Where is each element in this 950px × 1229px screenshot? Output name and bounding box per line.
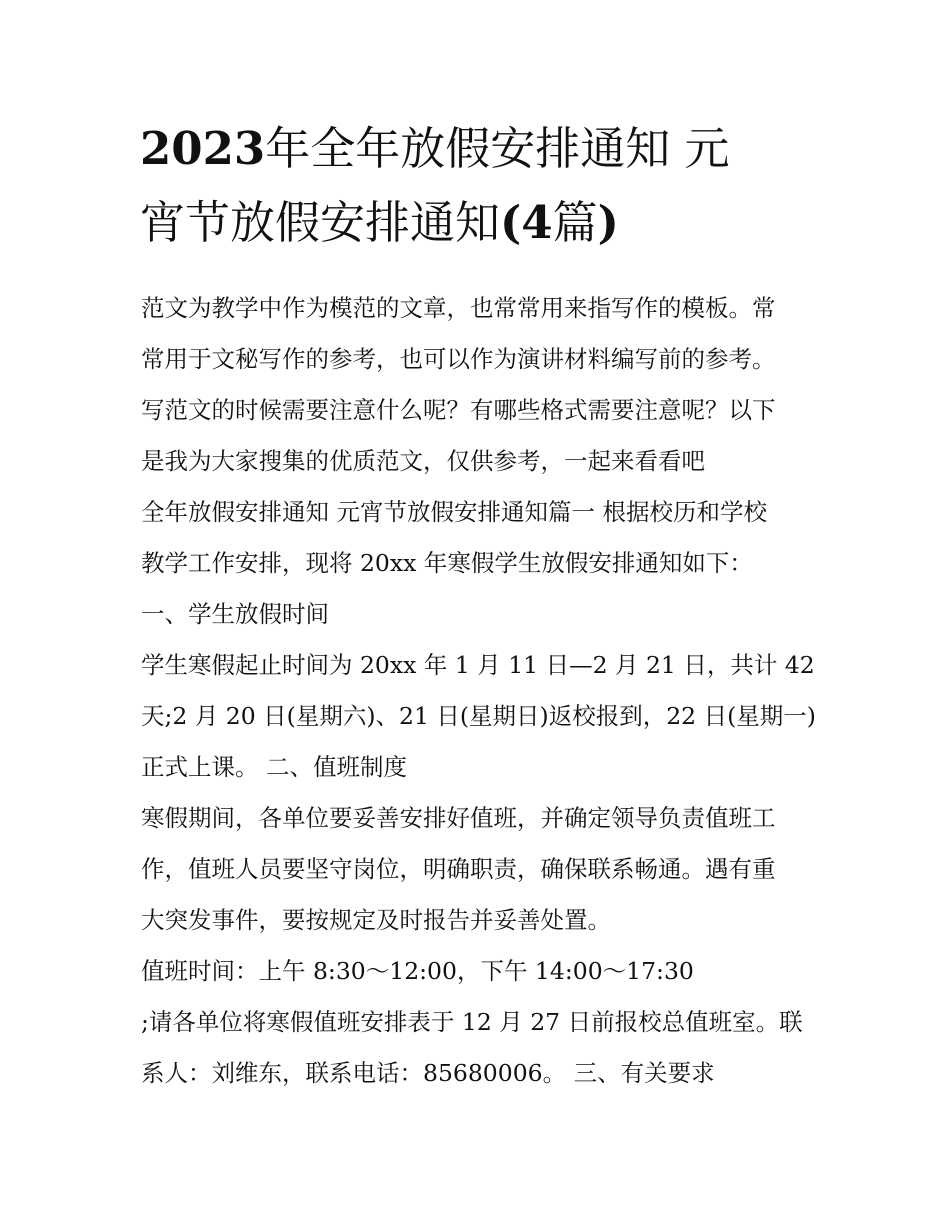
body-line: 一、学生放假时间: [141, 600, 329, 628]
title-line-2: [140, 186, 840, 260]
body-line: 是我为大家搜集的优质范文，仅供参考，一起来看看吧: [141, 447, 705, 475]
document-title: [140, 112, 840, 260]
body-line: ;请各单位将寒假值班安排表于 12 月 27 日前报校总值班室。联: [141, 1008, 803, 1036]
body-line: 天;2 月 20 日(星期六)、21 日(星期日)返校报到，22 日(星期一): [141, 702, 816, 730]
body-line: 大突发事件，要按规定及时报告并妥善处置。: [141, 906, 611, 934]
document-body: [141, 283, 831, 1099]
body-line: 教学工作安排，现将 20xx 年寒假学生放假安排通知如下：: [141, 549, 753, 577]
title-close-paren: ): [597, 196, 619, 249]
body-line: 系人：刘维东，联系电话：85680006。 三、有关要求: [141, 1059, 715, 1087]
body-line: 学生寒假起止时间为 20xx 年 1 月 11 日—2 月 21 日，共计 42: [141, 651, 815, 679]
title-line-1-text: 年全年放假安排通知 元: [265, 122, 730, 175]
body-line: 常用于文秘写作的参考，也可以作为演讲材料编写前的参考。: [141, 345, 776, 373]
title-count: (4: [500, 196, 553, 249]
title-line-2-text: 宵节放假安排通知: [140, 196, 501, 249]
body-line: 作，值班人员要坚守岗位，明确职责，确保联系畅通。遇有重: [141, 855, 776, 883]
title-line-1: [140, 112, 840, 186]
body-line: 写范文的时候需要注意什么呢？有哪些格式需要注意呢？以下: [141, 396, 776, 424]
body-line: 正式上课。 二、值班制度: [141, 753, 407, 781]
body-line: 全年放假安排通知 元宵节放假安排通知篇一 根据校历和学校: [141, 498, 767, 526]
title-pian: 篇: [552, 196, 598, 249]
title-year: 2023: [140, 122, 266, 175]
body-line: 值班时间：上午 8:30～12:00，下午 14:00～17:30: [141, 957, 694, 985]
body-line: 范文为教学中作为模范的文章，也常常用来指写作的模板。常: [141, 294, 776, 322]
body-line: 寒假期间，各单位要妥善安排好值班，并确定领导负责值班工: [141, 804, 776, 832]
